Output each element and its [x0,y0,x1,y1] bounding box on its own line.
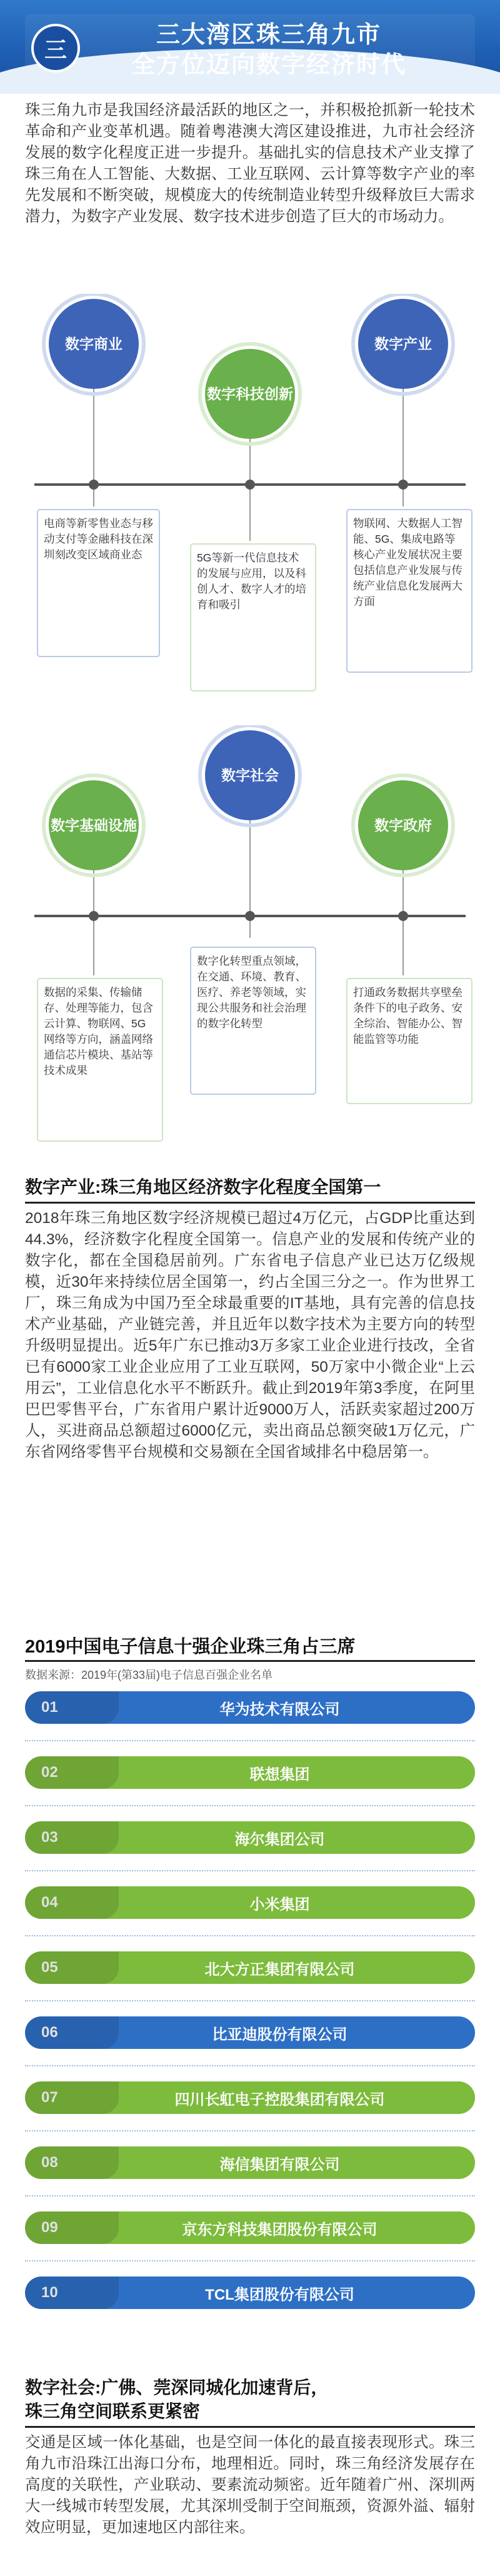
ranking-number: 04 [25,1886,119,1919]
ranking-item [25,1951,475,1984]
ranking-company-name: 海尔集团公司 [84,1821,475,1854]
ranking-company-name: 京东方科技集团股份有限公司 [84,2211,475,2244]
ranking-number: 01 [25,1691,119,1724]
section-rule [25,1202,475,1204]
ranking-separator [25,2130,475,2131]
ranking-separator [25,1740,475,1741]
ranking-company-name: 四川长虹电子控股集团有限公司 [84,2081,475,2114]
ranking-item [25,1691,475,1724]
ranking-number: 07 [25,2081,119,2114]
desc-digital-government: 打通政务数据共享壁垒条件下的电子政务、安全综治、智能办公、智能监管等功能 [353,986,462,1045]
ranking-item [25,2081,475,2114]
desc-digital-infrastructure: 数据的采集、传输储存、处理等能力，包含云计算、物联网、5G网络等方向，涵盖网络通信芯片模块、基站等技术成果 [44,986,153,1077]
desc-digital-industry: 物联网、大数据人工智能、5G、集成电路等核心产业发展状况主要包括信息产业发展与传统产业信息化发展两大方面 [353,517,462,608]
circle-label-government: 数字政府 [374,817,432,833]
section-number-icon: 三 [31,24,80,73]
ranking-number: 02 [25,1756,119,1789]
ranking-company-name: 海信集团有限公司 [84,2146,475,2179]
title-line-2: 全方位迈向数字经济时代 [131,52,406,78]
timeline-1-desc-frames [0,506,500,694]
ranking-title: 2019中国电子信息十强企业珠三角占三席 [25,1637,356,1657]
ranking-item [25,1756,475,1789]
ranking-separator [25,1935,475,1936]
ranking-separator [25,2000,475,2001]
ranking-number: 03 [25,1821,119,1854]
ranking-number: 09 [25,2211,119,2244]
section-rule-2 [25,2426,475,2428]
page-header [0,0,500,94]
section-heading-digital-industry: 数字产业:珠三角地区经济数字化程度全国第一 [25,1177,381,1197]
ranking-number: 08 [25,2146,119,2179]
ranking-company-name: 华为技术有限公司 [84,1691,475,1724]
circle-label-infrastructure: 数字基础设施 [51,817,137,833]
title-line-1: 三大湾区珠三角九市 [156,22,381,48]
ranking-company-name: 小米集团 [84,1886,475,1919]
ranking-separator [25,2065,475,2066]
ranking-item [25,2277,475,2309]
ranking-separator [25,1805,475,1806]
ranking-item [25,1821,475,1854]
circle-label-commerce: 数字商业 [65,336,122,352]
ranking-item [25,1886,475,1919]
section-heading-digital-society [25,2376,475,2423]
ranking-item [25,2211,475,2244]
page-title [81,20,456,80]
circle-label-tech-innovation: 数字科技创新 [207,386,293,402]
ranking-company-name: 比亚迪股份有限公司 [84,2016,475,2049]
circle-label-society: 数字社会 [221,767,279,783]
ranking-item [25,2016,475,2049]
ranking-company-name: TCL集团股份有限公司 [84,2277,475,2309]
ranking-company-name: 联想集团 [84,1756,475,1789]
heading-line-2: 珠三角空间联系更紧密 [25,2402,201,2421]
section-text-digital-industry: 2018年珠三角地区数字经济规模已超过4万亿元，占GDP比重达到44.3%，经济数字化程度全国第一。信息产业的发展和传统产业的数字化，都在全国稳居前列。广东省电子信息产业已达万亿级规模，近30年来持续位居全国第一，约占全国三分之一。作为世界工厂，珠三角成为中国乃至全球最重要的IT基地，具有完善的信息技术产业基础，产业链完善，并且近年以数字技术为主要方向的转型升级明显提出。近5年广东已推动3万多家工业企业进行技改，全省已有6000家工业企业应用了工业互联网，50万家中小微企业“上云用云”，工业信息化水平不断跃升。截止到2019年第3季度，在阿里巴巴零售平台，广东省用户累计近9000万人，活跃卖家超过200万人，买进商品总额超过6000亿元，卖出商品总额突破1万亿元，广东省网络零售平台规模和交易额在全国省域排名中稳居第一。 [25,1210,475,1461]
intro-paragraph: 珠三角九市是我国经济最活跃的地区之一，并积极抢抓新一轮技术革命和产业变革机遇。随着粤港澳大湾区建设推进，九市社会经济发展的数字化程度正进一步提升。基础扎实的信息技术产业支撑了珠三角在人工智能、大数据、工业互联网、云计算等数字产业的率先发展和不断突破，规模庞大的传统制造业转型升级释放巨大需求潜力，为数字产业发展、数字技术进步创造了巨大的市场动力。 [25,102,475,225]
ranking-source: 数据来源：2019年(第33届)电子信息百强企业名单 [25,1669,273,1681]
desc-digital-tech-innovation: 5G等新一代信息技术的发展与应用，以及科创人才、数字人才的培育和吸引 [197,551,306,611]
ranking-separator [25,2260,475,2262]
heading-line-1: 数字社会:广佛、莞深同城化加速背后， [25,2378,329,2397]
ranking-number: 05 [25,1951,119,1984]
ranking-number: 10 [25,2277,119,2309]
section-text-digital-society: 交通是区域一体化基础，也是空间一体化的最直接表现形式。珠三角九市沿珠江出海口分布，地理相近。同时，珠三角经济发展存在高度的关联性，产业联动、要素流动频密。近年随着广州、深圳两大一线城市转型发展，尤其深圳受制于空间瓶颈，资源外溢、辐射效应明显，更加速地区内部往来。 [25,2434,475,2536]
desc-digital-commerce: 电商等新零售业态与移动支付等金融科技在深圳刻改变区域商业态 [44,517,153,561]
ranking-rule [25,1660,475,1662]
circle-label-industry: 数字产业 [374,336,432,352]
ranking-number: 06 [25,2016,119,2049]
ranking-separator [25,2195,475,2196]
desc-digital-society: 数字化转型重点领域，在交通、环境、教育、医疗、养老等领域，实现公共服务和社会治理的数字化转型 [197,955,306,1030]
ranking-company-name: 北大方正集团有限公司 [84,1951,475,1984]
ranking-separator [25,1870,475,1871]
ranking-item [25,2146,475,2179]
